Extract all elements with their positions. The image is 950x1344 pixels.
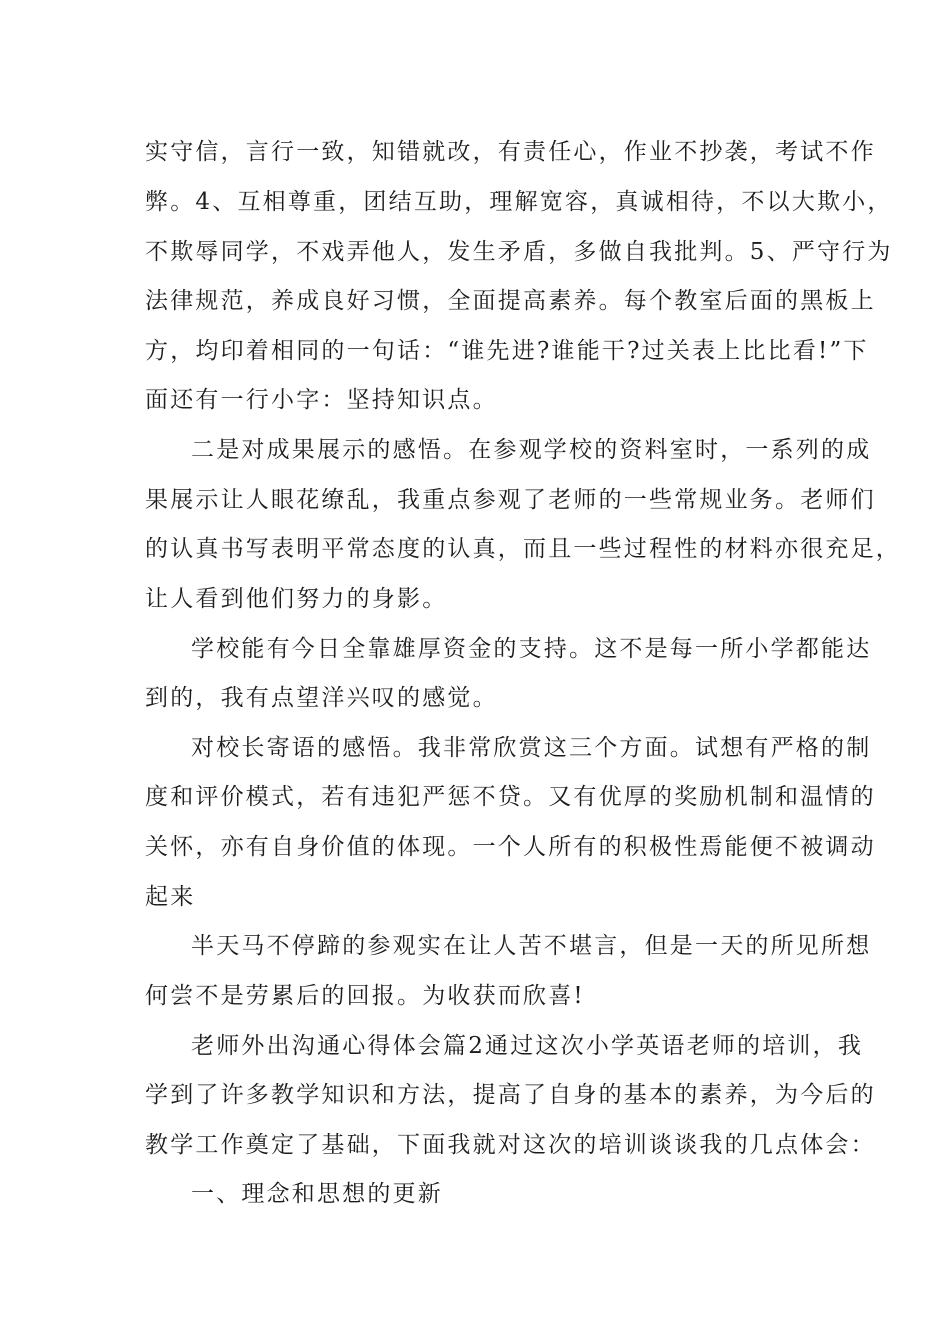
text-line: 教学工作奠定了基础，下面我就对这次的培训谈谈我的几点体会：: [145, 1132, 876, 1158]
paragraph-first-line: 对校长寄语的感悟。我非常欣赏这三个方面。试想有严格的制: [191, 735, 872, 761]
paragraph-first-line: 学校能有今日全靠雄厚资金的支持。这不是每一所小学都能达: [191, 636, 872, 662]
paragraph-first-line: 二是对成果展示的感悟。在参观学校的资料室时，一系列的成: [191, 437, 872, 463]
text-line: 方，均印着相同的一句话：“谁先进?谁能干?过关表上比比看!”下: [145, 338, 869, 364]
text-line: 实守信，言行一致，知错就改，有责任心，作业不抄袭，考试不作: [145, 139, 876, 165]
text-line: 不欺辱同学，不戏弄他人，发生矛盾，多做自我批判。5、严守行为: [145, 239, 893, 265]
text-line: 面还有一行小字：坚持知识点。: [145, 387, 498, 413]
text-line: 何尝不是劳累后的回报。为收获而欣喜!: [145, 983, 585, 1009]
text-line: 弊。4、互相尊重，团结互助，理解宽容，真诚相待，不以大欺小，: [145, 189, 893, 215]
section-heading: 一、理念和思想的更新: [191, 1181, 443, 1207]
text-line: 度和评价模式，若有违犯严惩不贷。又有优厚的奖励机制和温情的: [145, 784, 876, 810]
text-line: 的认真书写表明平常态度的认真，而且一些过程性的材料亦很充足，: [145, 536, 901, 562]
text-line: 让人看到他们努力的身影。: [145, 586, 448, 612]
paragraph-first-line: 老师外出沟通心得体会篇2通过这次小学英语老师的培训，我: [191, 1033, 864, 1059]
text-line: 关怀，亦有自身价值的体现。一个人所有的积极性焉能便不被调动: [145, 834, 876, 860]
text-line: 法律规范，养成良好习惯，全面提高素养。每个教室后面的黑板上: [145, 288, 876, 314]
text-line: 到的，我有点望洋兴叹的感觉。: [145, 685, 498, 711]
paragraph-first-line: 半天马不停蹄的参观实在让人苦不堪言，但是一天的所见所想: [191, 933, 872, 959]
text-line: 起来: [145, 884, 196, 910]
text-line: 果展示让人眼花缭乱，我重点参观了老师的一些常规业务。老师们: [145, 487, 876, 513]
text-line: 学到了许多教学知识和方法，提高了自身的基本的素养，为今后的: [145, 1082, 876, 1108]
